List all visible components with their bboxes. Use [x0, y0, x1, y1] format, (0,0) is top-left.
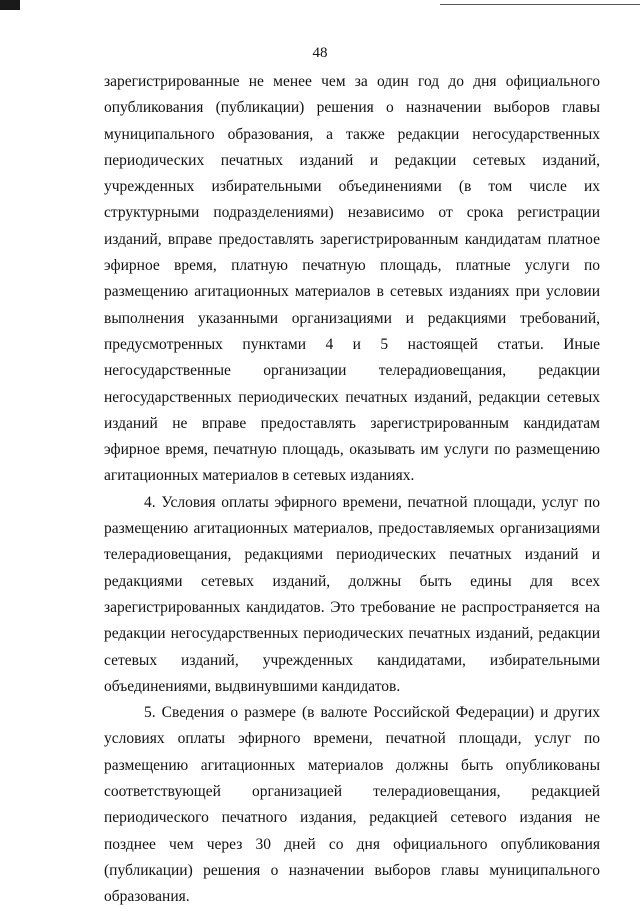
page-number: 48	[312, 45, 328, 61]
document-body	[104, 69, 600, 911]
paragraph-continuation: зарегистрированные не менее чем за один год до дня официального опубликования (публикации) решения о назначении выборов главы муниципального образования, а также редакции негосударственных периодических печатных изданий и редакции сетевых изданий, учрежденных избирательными объединениями (в том числе их структурными подразделениями) независимо от срока регистрации изданий, вправе предоставлять зарегистрированным кандидатам платное эфирное время, платную печатную площадь, платные услуги по размещению агитационных материалов в сетевых изданиях при условии выполнения указанными организациями и редакциями требований, предусмотренных пунктами 4 и 5 настоящей статьи. Иные негосударственные организации телерадиовещания, редакции негосударственных периодических печатных изданий, редакции сетевых изданий не вправе предоставлять зарегистрированным кандидатам эфирное время, печатную площадь, оказывать им услуги по размещению агитационных материалов в сетевых изданиях.	[104, 73, 600, 485]
scan-top-line	[440, 4, 640, 5]
paragraph-item-5: 5. Сведения о размере (в валюте Российской Федерации) и других условиях оплаты эфирного времени, печатной площади, услуг по размещению агитационных материалов должны быть опубликованы соответствующей организацией телерадиовещания, редакцией периодического печатного издания, редакцией сетевого издания не позднее чем через 30 дней со дня официального опубликования (публикации) решения о назначении выборов главы муниципального образования.	[104, 704, 600, 906]
paragraph-item-4: 4. Условия оплаты эфирного времени, печатной площади, услуг по размещению агитационных материалов, предоставляемых организациями телерадиовещания, редакциями периодических печатных изданий и редакциями сетевых изданий, должны быть едины для всех зарегистрированных кандидатов. Это требование не распространяется на редакции негосударственных периодических печатных изданий, редакции сетевых изданий, учрежденных кандидатами, избирательными объединениями, выдвинувшими кандидатов.	[104, 493, 600, 695]
scan-edge-mark	[0, 0, 20, 10]
